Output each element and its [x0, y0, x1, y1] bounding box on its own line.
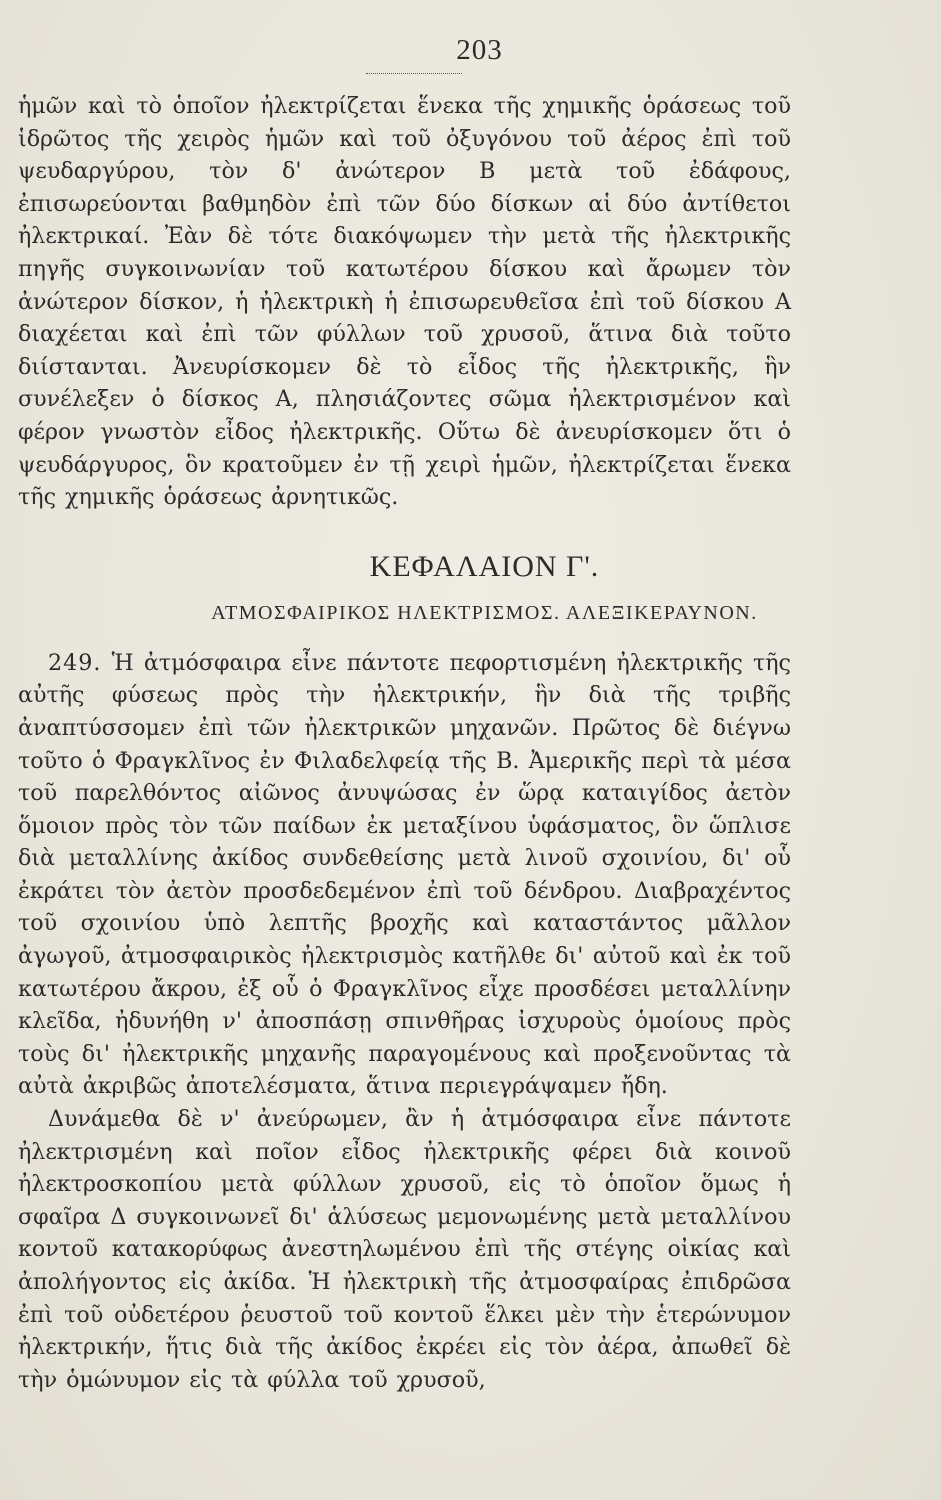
header-rule	[366, 73, 462, 74]
section-number: 249.	[48, 649, 102, 676]
carryover-paragraph: ἡμῶν καὶ τὸ ὁποῖον ἠλεκτρίζεται ἕνεκα τῆς χημικῆς ὁράσεως τοῦ ἱδρῶτος τῆς χειρὸς ἡμῶν καὶ τοῦ ὀξυγόνου τοῦ ἀέρος ἐπὶ τοῦ ψευδαργύρου, τὸν δ' ἀνώτερον Β μετὰ τοῦ ἐδάφους, ἐπισωρεύονται βαθμηδὸν ἐπὶ τῶν δύο δίσκων αἱ δύο ἀντίθετοι ἠλεκτρικαί. Ἐὰν δὲ τότε διακόψωμεν τὴν μετὰ τῆς ἠλεκτρικῆς πηγῆς συγκοινωνίαν τοῦ κατωτέρου δίσκου καὶ ἄρωμεν τὸν ἀνώτερον δίσκον, ἡ ἠλεκτρικὴ ἡ ἐπισωρευθεῖσα ἐπὶ τοῦ δίσκου Α διαχέεται καὶ ἐπὶ τῶν φύλλων τοῦ χρυσοῦ, ἅτινα διὰ τοῦτο διίστανται. Ἀνευρίσκομεν δὲ τὸ εἶδος τῆς ἠλεκτρικῆς, ἣν συνέλεξεν ὁ δίσκος Α, πλησιάζοντες σῶμα ἠλεκτρισμένον καὶ φέρον γνωστὸν εἶδος ἠλεκτρικῆς. Οὕτω δὲ ἀνευρίσκομεν ὅτι ὁ ψευδάργυρος, ὃν κρατοῦμεν ἐν τῇ χειρὶ ἡμῶν, ἠλεκτρίζεται ἕνεκα τῆς χημικῆς ὁράσεως ἀρνητικῶς.	[18, 93, 791, 511]
chapter-title: ΚΕΦΑΛΑΙΟΝ Γ'.	[369, 549, 600, 583]
section-paragraph	[18, 647, 791, 1103]
page-number: 203	[456, 34, 503, 66]
section-text: Ἡ ἀτμόσφαιρα εἶνε πάντοτε πεφορτισμένη ἠλεκτρικῆς τῆς αὐτῆς φύσεως πρὸς τὴν ἠλεκτρικήν, ἣν διὰ τῆς τριβῆς ἀναπτύσσομεν ἐπὶ τῶν ἠλεκτρικῶν μηχανῶν. Πρῶτος δὲ διέγνω τοῦτο ὁ Φραγκλῖνος ἐν Φιλαδελφείᾳ τῆς Β. Ἀμερικῆς περὶ τὰ μέσα τοῦ παρελθόντος αἰῶνος ἀνυψώσας ἐν ὥρᾳ καταιγίδος ἀετὸν ὅμοιον πρὸς τὸν τῶν παίδων ἐκ μεταξίνου ὑφάσματος, ὃν ὥπλισε διὰ μεταλλίνης ἀκίδος συνδεθείσης μετὰ λινοῦ σχοινίου, δι' οὗ ἐκράτει τὸν ἀετὸν προσδεδεμένον ἐπὶ τοῦ δένδρου. Διαβραχέντος τοῦ σχοινίου ὑπὸ λεπτῆς βροχῆς καὶ καταστάντος μᾶλλον ἀγωγοῦ, ἀτμοσφαιρικὸς ἠλεκτρισμὸς κατῆλθε δι' αὐτοῦ καὶ ἐκ τοῦ κατωτέρου ἄκρου, ἐξ οὗ ὁ Φραγκλῖνος εἶχε προσδέσει μεταλλίνην κλεῖδα, ἠδυνήθη ν' ἀποσπάσῃ σπινθῆρας ἰσχυροὺς ὁμοίους πρὸς τοὺς δι' ἠλεκτρικῆς μηχανῆς παραγομένους καὶ προξενοῦντας τὰ αὐτὰ ἀκριβῶς ἀποτελέσματα, ἅτινα περιεγράψαμεν ἤδη.	[18, 649, 791, 1100]
final-paragraph: Δυνάμεθα δὲ ν' ἀνεύρωμεν, ἂν ἡ ἀτμόσφαιρα εἶνε πάντοτε ἠλεκτρισμένη καὶ ποῖον εἶδος ἠλεκτρικῆς φέρει διὰ κοινοῦ ἠλεκτροσκοπίου μετὰ φύλλων χρυσοῦ, εἰς τὸ ὁποῖον ὅμως ἡ σφαῖρα Δ συγκοινωνεῖ δι' ἁλύσεως μεμονωμένης μετὰ μεταλλίνου κοντοῦ κατακορύφως ἀνεστηλωμένου ἐπὶ τῆς στέγης οἰκίας καὶ ἀπολήγοντος εἰς ἀκίδα. Ἡ ἠλεκτρικὴ τῆς ἀτμοσφαίρας ἐπιδρῶσα ἐπὶ τοῦ οὐδετέρου ῥευστοῦ τοῦ κοντοῦ ἕλκει μὲν τὴν ἑτερώνυμον ἠλεκτρικήν, ἥτις διὰ τῆς ἀκίδος ἐκρέει εἰς τὸν ἀέρα, ἀπωθεῖ δὲ τὴν ὁμώνυμον εἰς τὰ φύλλα τοῦ χρυσοῦ,	[18, 1106, 791, 1393]
chapter-subtitle: ΑΤΜΟΣΦΑΙΡΙΚΟΣ ΗΛΕΚΤΡΙΣΜΟΣ. ΑΛΕΞΙΚΕΡΑΥΝΟΝ.	[211, 601, 758, 624]
